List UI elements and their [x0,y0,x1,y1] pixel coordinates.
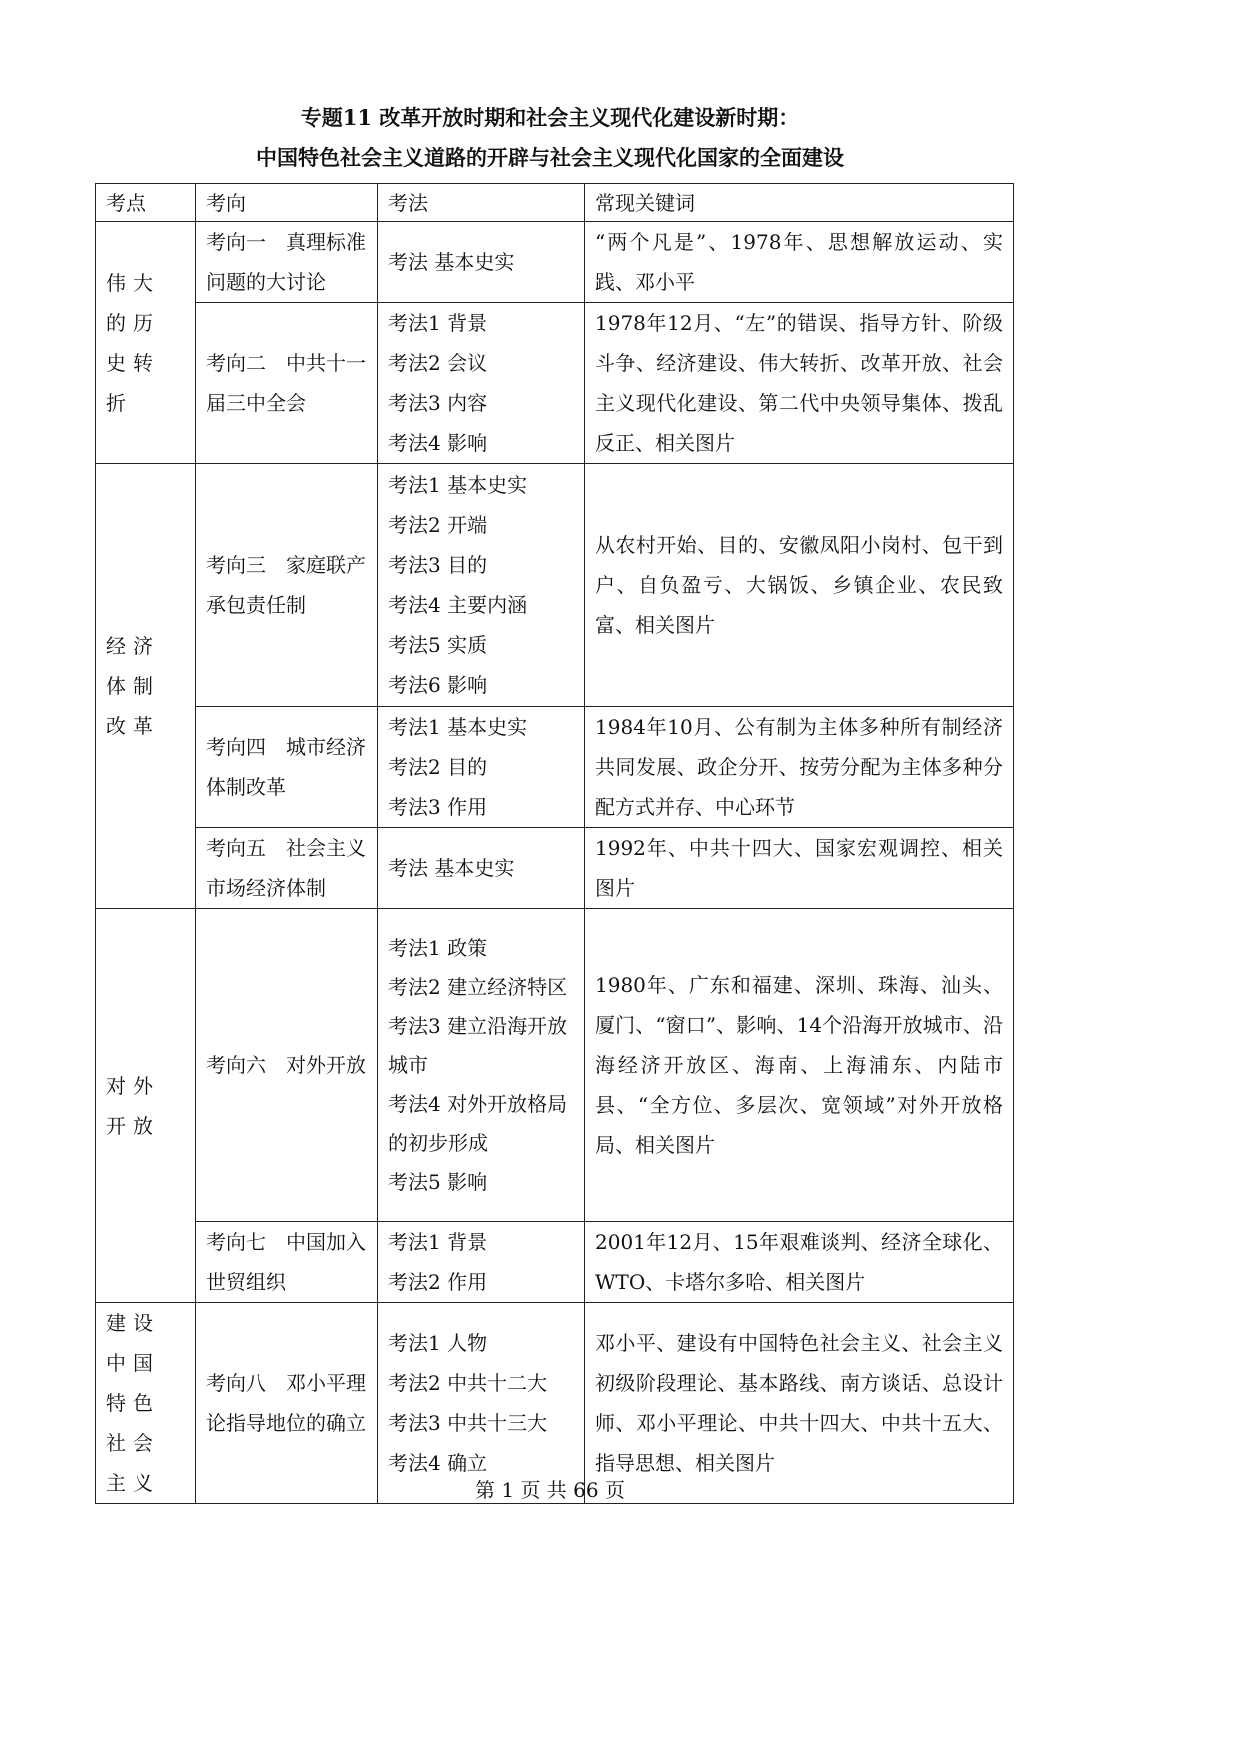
table-row [96,222,1014,303]
kaofa-item: 考法2 作用 [388,1270,488,1294]
kaofa-item: 考法1 背景 [388,311,488,335]
kaofa-cell [378,303,585,464]
kaofa-item: 考法3 建立沿海开放城市 [388,1013,568,1077]
kaofa-cell [378,464,585,707]
keywords-cell: 邓小平、建设有中国特色社会主义、社会主义初级阶段理论、基本路线、南方谈话、总设计师、邓小平理论、中共十四大、中共十五大、指导思想、相关图片 [585,1303,1014,1504]
kaofa-item: 考法1 政策 [388,935,488,960]
kaoxiang-cell: 考向三 家庭联产承包责任制 [196,464,378,707]
keywords-cell: 1980年、广东和福建、深圳、珠海、汕头、厦门、“窗口”、影响、14个沿海开放城市、沿海经济开放区、海南、上海浦东、内陆市县、“全方位、多层次、宽领域”对外开放格局、相关图片 [585,909,1014,1222]
kaoxiang-cell: 考向一 真理标准问题的大讨论 [196,222,378,303]
kaofa-cell [378,1303,585,1504]
kaofa-item: 考法3 中共十三大 [388,1411,548,1435]
kaofa-item: 考法2 中共十二大 [388,1371,548,1395]
kaofa-item: 考法2 目的 [388,755,488,779]
kaofa-item: 考法4 影响 [388,431,488,455]
kaofa-cell [378,707,585,828]
keywords-cell: 1984年10月、公有制为主体多种所有制经济共同发展、政企分开、按劳分配为主体多种分配方式并存、中心环节 [585,707,1014,828]
header-kaodian: 考点 [96,184,196,222]
header-kaofa: 考法 [378,184,585,222]
kaofa-item: 考法6 影响 [388,673,488,697]
kaofa-item: 考法1 基本史实 [388,715,528,739]
kaodian-cell: 建设中国特色社会主义 [96,1303,196,1504]
page-title-line2: 中国特色社会主义道路的开辟与社会主义现代化国家的全面建设 [256,145,844,170]
table-row [96,303,1014,464]
kaofa-item: 考法5 实质 [388,633,488,657]
header-keywords: 常现关键词 [585,184,1014,222]
keywords-cell: 从农村开始、目的、安徽凤阳小岗村、包干到户、自负盈亏、大锅饭、乡镇企业、农民致富、相关图片 [585,464,1014,707]
table-row [96,828,1014,909]
kaofa-cell [378,828,585,909]
kaofa-cell [378,909,585,1222]
kaofa-cell [378,222,585,303]
table-row [96,909,1014,1222]
kaofa-item: 考法1 人物 [388,1331,488,1355]
table-row [96,1222,1014,1303]
kaofa-item: 考法2 开端 [388,513,488,537]
kaofa-item: 考法3 作用 [388,795,488,819]
kaofa-item: 考法 基本史实 [388,250,515,274]
kaofa-item: 考法4 确立 [388,1451,488,1475]
kaofa-item: 考法4 主要内涵 [388,593,528,617]
kaofa-item: 考法3 目的 [388,553,488,577]
header-kaoxiang: 考向 [196,184,378,222]
kaofa-item: 考法4 对外开放格局的初步形成 [388,1091,568,1155]
kaofa-cell [378,1222,585,1303]
topic-table [95,183,1014,1504]
table-row [96,1303,1014,1504]
kaoxiang-cell: 考向六 对外开放 [196,909,378,1222]
kaofa-item: 考法2 会议 [388,351,488,375]
keywords-cell: 1992年、中共十四大、国家宏观调控、相关图片 [585,828,1014,909]
kaofa-item: 考法1 背景 [388,1230,488,1254]
kaofa-item: 考法 基本史实 [388,856,515,880]
table-row [96,464,1014,707]
kaofa-item: 考法3 内容 [388,391,488,415]
table-row [96,707,1014,828]
table-header-row [96,184,1014,222]
kaofa-item: 考法2 建立经济特区 [388,974,568,999]
keywords-cell: 2001年12月、15年艰难谈判、经济全球化、WTO、卡塔尔多哈、相关图片 [585,1222,1014,1303]
keywords-cell: “两个凡是”、1978年、思想解放运动、实践、邓小平 [585,222,1014,303]
page-title-line1: 专题11 改革开放时期和社会主义现代化建设新时期： [300,105,800,130]
kaofa-item: 考法5 影响 [388,1169,488,1194]
page-number: 第 1 页 共 66 页 [475,1478,625,1502]
keywords-cell: 1978年12月、“左”的错误、指导方针、阶级斗争、经济建设、伟大转折、改革开放、社会主义现代化建设、第二代中央领导集体、拨乱反正、相关图片 [585,303,1014,464]
kaodian-cell: 伟大的历史转折 [96,222,196,464]
kaoxiang-cell: 考向八 邓小平理论指导地位的确立 [196,1303,378,1504]
kaofa-item: 考法1 基本史实 [388,473,528,497]
kaoxiang-cell: 考向二 中共十一届三中全会 [196,303,378,464]
kaoxiang-cell: 考向七 中国加入世贸组织 [196,1222,378,1303]
kaodian-cell: 对外开放 [96,909,196,1303]
kaodian-cell: 经济体制改革 [96,464,196,909]
kaoxiang-cell: 考向四 城市经济体制改革 [196,707,378,828]
kaoxiang-cell: 考向五 社会主义市场经济体制 [196,828,378,909]
